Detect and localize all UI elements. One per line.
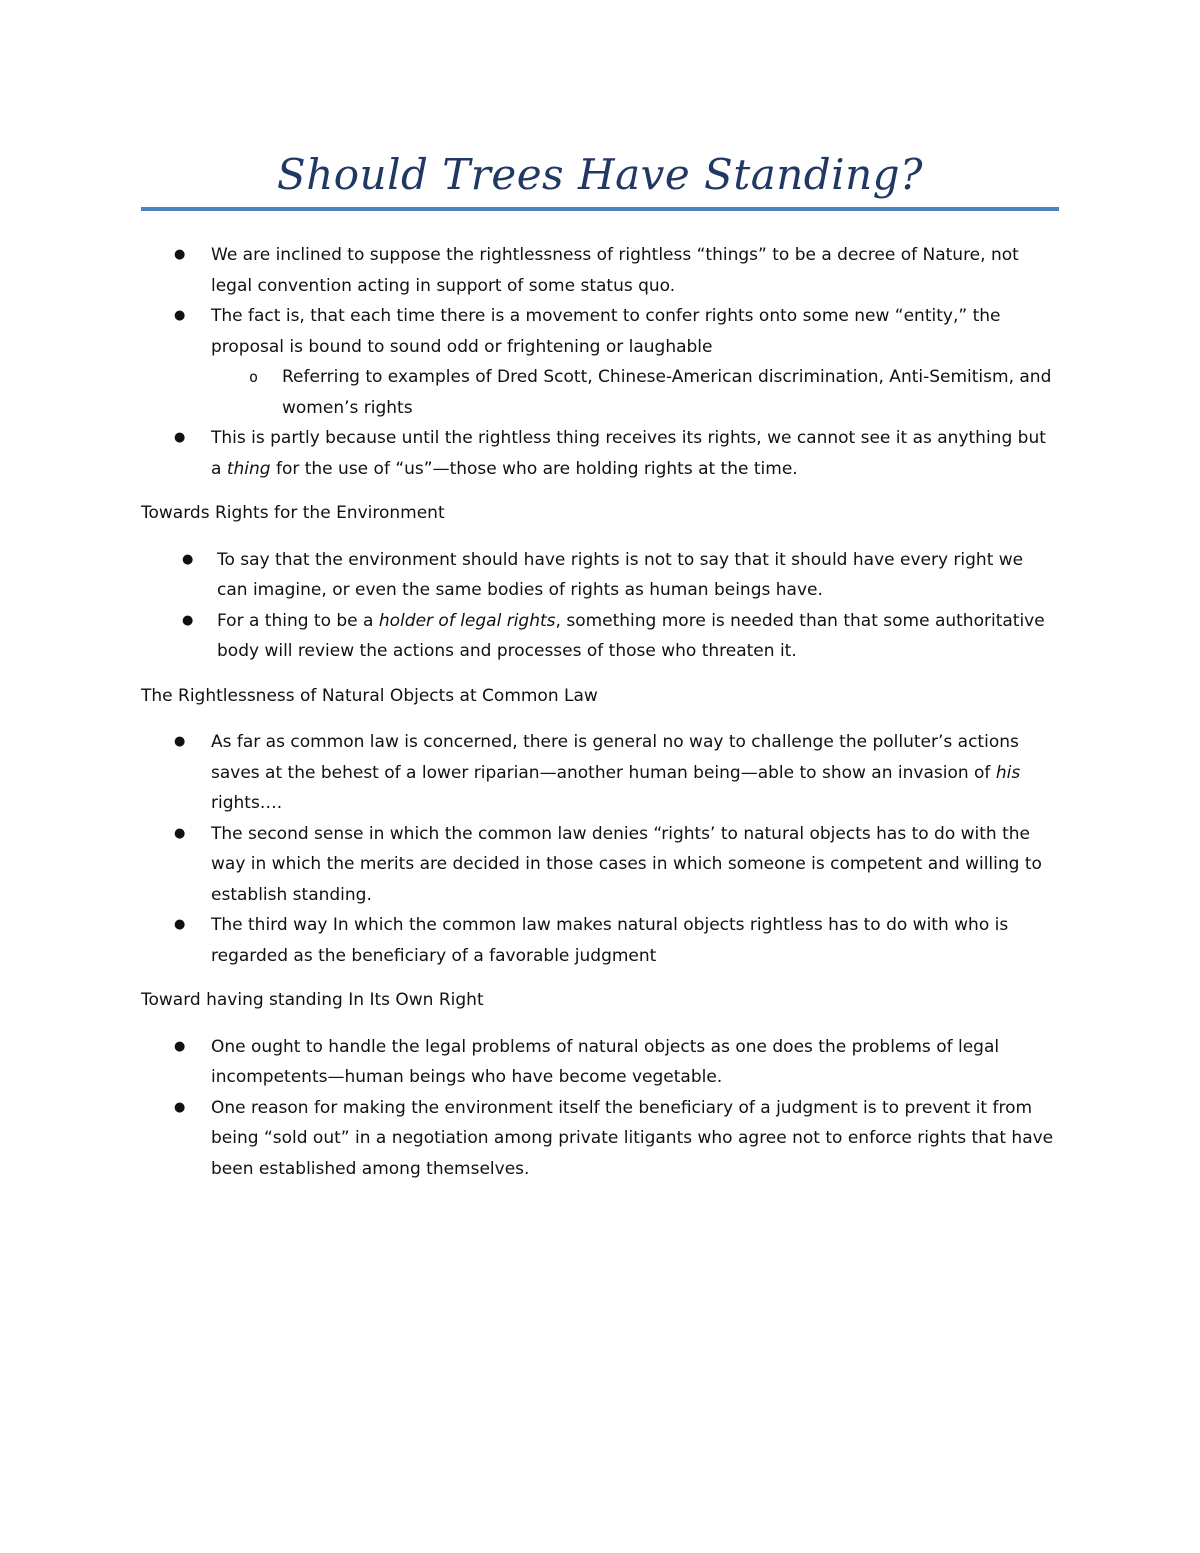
document-body [141, 240, 1056, 1184]
list-item [141, 727, 1056, 819]
list-item [141, 545, 1056, 606]
sub-list-item [141, 362, 1056, 423]
list-item-text: The third way In which the common law makes natural objects rightless has to do with who is regarded as the beneficiary of a favorable judgment [211, 915, 1009, 966]
section-list [141, 545, 1056, 667]
list-item-text-end: , something more is needed than that some authoritative body will review the actions and processes of those who threaten it. [217, 610, 1045, 661]
list-item-text: We are inclined to suppose the rightlessness of rightless “things” to be a decree of Nature, not legal convention acting in support of some status quo. [211, 245, 1019, 296]
bullet-icon: ● [182, 551, 194, 567]
document-title: Should Trees Have Standing? [276, 150, 924, 199]
list-item-text: The second sense in which the common law denies “rights’ to natural objects has to do with the way in which the merits are decided in those cases in which someone is competent and willing to establish standing. [211, 823, 1042, 905]
section-heading: The Rightlessness of Natural Objects at Common Law [141, 685, 598, 706]
list-item [141, 301, 1056, 362]
list-item [141, 910, 1056, 971]
list-item-text-end: rights…. [211, 793, 283, 813]
list-item-text-start: For a thing to be a [217, 610, 379, 631]
list-item-text: One ought to handle the legal problems of natural objects as one does the problems of legal incompetents—human beings who have become vegetable. [211, 1036, 1000, 1087]
list-item-emphasis: holder of legal rights [378, 610, 556, 631]
sub-bullet-icon: o [249, 368, 259, 386]
bullet-icon: ● [174, 1038, 186, 1054]
list-item [141, 423, 1056, 484]
list-item-text: One reason for making the environment itself the beneficiary of a judgment is to prevent it from being “sold out” in a negotiation among private litigants who agree not to enforce rights that have been established among themselves. [211, 1097, 1054, 1179]
section-list [141, 727, 1056, 971]
section-heading: Towards Rights for the Environment [141, 503, 445, 523]
sub-list-item-text: Referring to examples of Dred Scott, Chinese-American discrimination, Anti-Semitism, and women’s rights [282, 367, 1052, 418]
list-item [141, 1093, 1056, 1185]
title-divider [141, 207, 1059, 211]
bullet-icon: ● [174, 917, 186, 932]
section-heading: Toward having standing In Its Own Right [141, 990, 484, 1010]
bullet-icon: ● [174, 1099, 186, 1115]
list-item [141, 1032, 1056, 1093]
list-item [141, 606, 1056, 667]
bullet-icon: ● [174, 308, 186, 323]
list-item-emphasis: his [995, 762, 1021, 783]
bullet-icon: ● [174, 247, 186, 262]
list-item-text-start: As far as common law is concerned, there is general no way to challenge the polluter’s actions saves at the behest of a lower riparian—another human being—able to show an invasion of [211, 732, 1019, 783]
bullet-icon: ● [182, 612, 194, 628]
list-item-text-start: This is partly because until the rightless thing receives its rights, we cannot see it as anything but a [211, 428, 1046, 479]
bullet-icon: ● [174, 734, 186, 749]
intro-list [141, 240, 1056, 484]
list-item-emphasis: thing [226, 458, 271, 479]
list-item-text: The fact is, that each time there is a movement to confer rights onto some new “entity,” the proposal is bound to sound odd or frightening or laughable [211, 306, 1001, 357]
list-item [141, 240, 1056, 301]
bullet-icon: ● [174, 430, 186, 445]
list-item [141, 819, 1056, 911]
list-item-text: To say that the environment should have rights is not to say that it should have every right we can imagine, or even the same bodies of rights as human beings have. [217, 549, 1024, 600]
bullet-icon: ● [174, 825, 186, 841]
section-list [141, 1032, 1056, 1185]
list-item-text-end: for the use of “us”—those who are holding rights at the time. [270, 458, 798, 479]
